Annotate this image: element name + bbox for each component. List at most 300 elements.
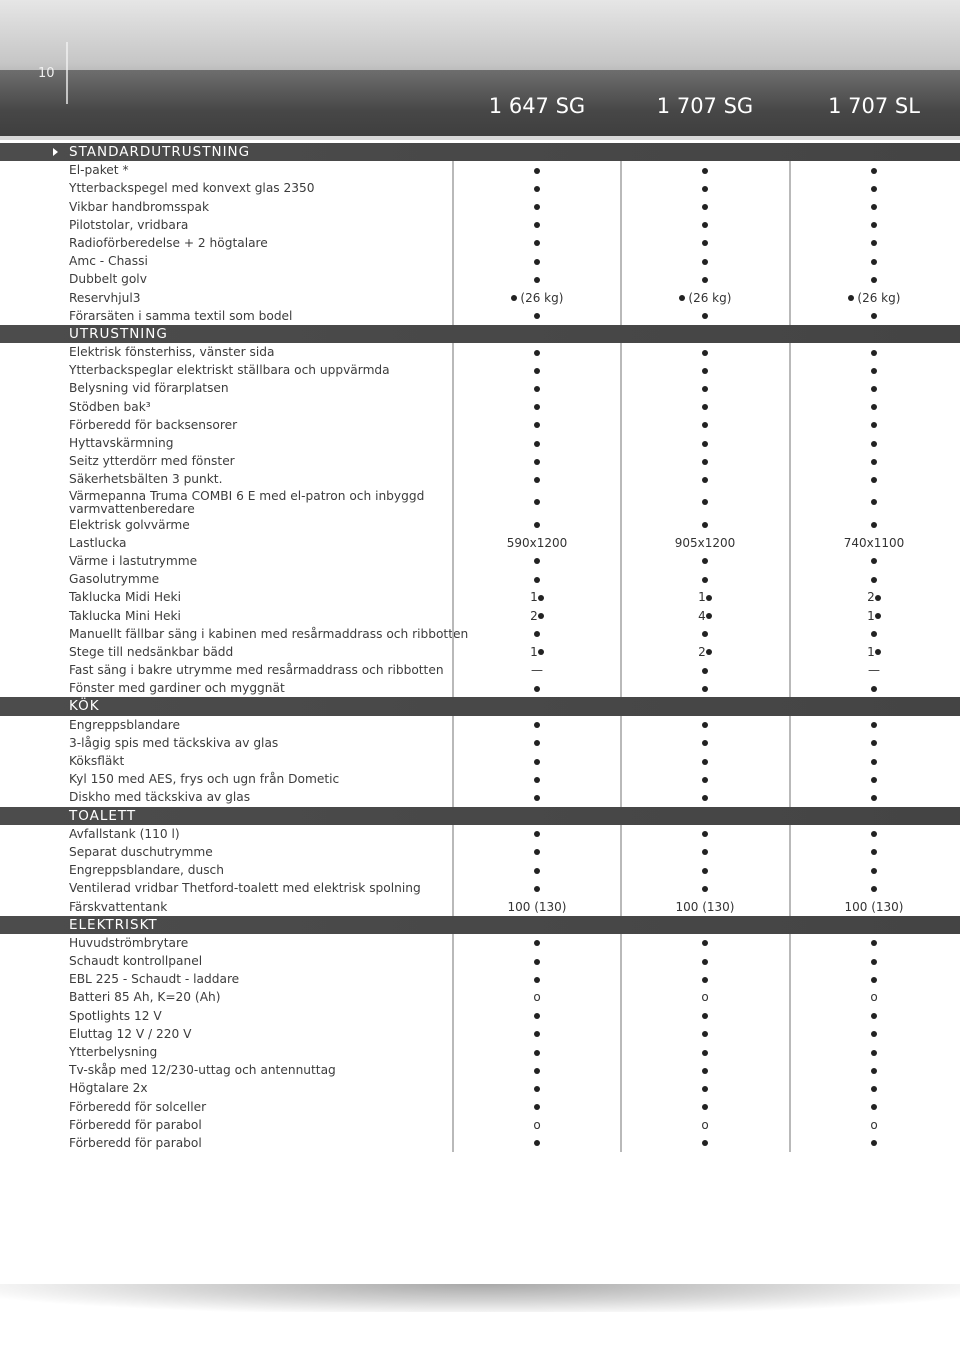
bullet-icon (534, 222, 540, 228)
row-value (620, 752, 788, 770)
bullet-icon (534, 259, 540, 265)
section-title: ELEKTRISKT (69, 916, 158, 933)
row-value (620, 788, 788, 806)
table-row (0, 161, 960, 179)
bullet-icon (702, 404, 708, 410)
bullet-icon (534, 422, 540, 428)
row-value (789, 198, 957, 216)
row-value (452, 552, 620, 570)
row-value (620, 825, 788, 843)
row-value (620, 1134, 788, 1152)
row-value (452, 952, 620, 970)
bullet-icon (534, 849, 540, 855)
table-row (0, 898, 960, 916)
bullet-icon (871, 368, 877, 374)
bullet-icon (511, 295, 517, 301)
bullet-icon (871, 422, 877, 428)
footer-shadow (0, 1284, 960, 1312)
table-row (0, 434, 960, 452)
table-row (0, 607, 960, 625)
table-row (0, 825, 960, 843)
bullet-icon (702, 631, 708, 637)
row-value: 100 (130) (452, 898, 620, 916)
row-value (620, 343, 788, 361)
model-title-1707-sg: 1 707 SG (656, 94, 754, 118)
table-row (0, 1079, 960, 1097)
row-value (452, 161, 620, 179)
table-row (0, 734, 960, 752)
bullet-icon (702, 522, 708, 528)
row-value: o (620, 988, 788, 1006)
row-label: Tv-skåp med 12/230-uttag och antennuttag (69, 1063, 336, 1078)
bullet-icon (702, 204, 708, 210)
row-value (452, 398, 620, 416)
bullet-icon (871, 277, 877, 283)
row-label: Ytterbelysning (69, 1045, 158, 1059)
row-value: 4 (620, 607, 788, 625)
bullet-icon (702, 499, 708, 505)
row-value (452, 234, 620, 252)
bullet-icon (702, 868, 708, 874)
row-label: Elektrisk golvvärme (69, 517, 190, 532)
row-value: o (452, 1116, 620, 1134)
row-value (620, 198, 788, 216)
bullet-icon (702, 222, 708, 228)
row-value (789, 552, 957, 570)
bullet-icon (871, 759, 877, 765)
row-value: 1 (452, 588, 620, 606)
row-value (452, 679, 620, 697)
row-label: EBL 225 - Schaudt - laddare (69, 972, 240, 987)
row-value (789, 1079, 957, 1097)
row-value (789, 179, 957, 197)
row-value: 1 (789, 643, 957, 661)
row-value (789, 770, 957, 788)
row-value (789, 270, 957, 288)
row-value: (26 kg) (452, 289, 620, 307)
bullet-icon (871, 959, 877, 965)
bullet-icon (702, 1050, 708, 1056)
row-value (620, 679, 788, 697)
bullet-icon (871, 477, 877, 483)
bullet-icon (702, 722, 708, 728)
table-row (0, 752, 960, 770)
bullet-icon (702, 849, 708, 855)
equipment-table (0, 143, 960, 1152)
bullet-icon (871, 722, 877, 728)
bullet-icon (871, 740, 877, 746)
table-row (0, 416, 960, 434)
row-value (452, 1098, 620, 1116)
bullet-icon (871, 686, 877, 692)
row-value (452, 198, 620, 216)
section-title: UTRUSTNING (69, 325, 168, 342)
row-label: Fönster med gardiner och myggnät (69, 681, 285, 696)
section-title: KÖK (69, 698, 100, 715)
table-row (0, 788, 960, 806)
row-label: Taklucka Mini Heki (69, 608, 181, 623)
bullet-icon (534, 977, 540, 983)
row-value (452, 970, 620, 988)
bullet-icon (538, 595, 544, 601)
row-value (620, 934, 788, 952)
bullet-icon (871, 1031, 877, 1037)
table-row (0, 716, 960, 734)
row-value (452, 343, 620, 361)
bullet-icon (534, 1104, 540, 1110)
bullet-icon (702, 777, 708, 783)
bullet-icon (702, 1013, 708, 1019)
row-label: Förarsäten i samma textil som bodel (69, 308, 293, 323)
bullet-icon (702, 259, 708, 265)
row-value (452, 734, 620, 752)
table-row (0, 534, 960, 552)
bullet-icon (871, 499, 877, 505)
section-header (0, 325, 960, 343)
bullet-icon (534, 499, 540, 505)
row-value (620, 216, 788, 234)
bullet-icon (702, 1140, 708, 1146)
row-label: Eluttag 12 V / 220 V (69, 1026, 192, 1041)
row-label: Ytterbackspeglar elektriskt ställbara och uppvärmda (69, 363, 390, 378)
bullet-icon (702, 959, 708, 965)
bullet-icon (534, 386, 540, 392)
table-row (0, 1134, 960, 1152)
row-label: Taklucka Midi Heki (69, 590, 181, 605)
row-value (789, 416, 957, 434)
row-label: Avfallstank (110 l) (69, 826, 180, 841)
row-value (620, 843, 788, 861)
bullet-icon (534, 740, 540, 746)
bullet-icon (702, 795, 708, 801)
row-label: Spotlights 12 V (69, 1008, 162, 1023)
bullet-icon (702, 168, 708, 174)
bullet-icon (702, 740, 708, 746)
row-label: Kyl 150 med AES, frys och ugn från Dometic (69, 772, 340, 787)
table-row (0, 679, 960, 697)
bullet-icon (706, 649, 712, 655)
bullet-icon (702, 240, 708, 246)
bullet-icon (871, 868, 877, 874)
row-value (789, 489, 957, 516)
row-value (452, 179, 620, 197)
row-value (789, 361, 957, 379)
bullet-icon (871, 1068, 877, 1074)
bullet-icon (871, 386, 877, 392)
row-value (452, 252, 620, 270)
bullet-icon (702, 1031, 708, 1037)
table-row (0, 379, 960, 397)
table-row (0, 361, 960, 379)
row-value: 1 (789, 607, 957, 625)
row-value (452, 716, 620, 734)
bullet-icon (871, 831, 877, 837)
bullet-icon (871, 459, 877, 465)
row-value (452, 1061, 620, 1079)
row-value (789, 452, 957, 470)
bullet-icon (534, 277, 540, 283)
bullet-icon (702, 459, 708, 465)
bullet-icon (702, 577, 708, 583)
row-value: 1 (620, 588, 788, 606)
bullet-icon (534, 1013, 540, 1019)
row-label: Färskvattentank (69, 899, 168, 914)
row-value: 100 (130) (620, 898, 788, 916)
table-row (0, 861, 960, 879)
row-value (620, 625, 788, 643)
row-value (789, 234, 957, 252)
row-value (620, 416, 788, 434)
row-value (789, 434, 957, 452)
row-value (620, 861, 788, 879)
bullet-icon (702, 558, 708, 564)
row-label: Huvudströmbrytare (69, 935, 189, 950)
table-row (0, 879, 960, 897)
page-number: 10 (38, 66, 55, 81)
row-value (452, 379, 620, 397)
row-value: o (789, 1116, 957, 1134)
row-label: Förberedd för solceller (69, 1099, 207, 1114)
bullet-icon (871, 1104, 877, 1110)
table-row (0, 552, 960, 570)
table-row (0, 1098, 960, 1116)
table-row (0, 952, 960, 970)
bullet-icon (534, 1086, 540, 1092)
row-value (452, 470, 620, 488)
row-label: Gasolutrymme (69, 572, 160, 587)
row-label: Separat duschutrymme (69, 844, 213, 859)
bullet-icon (702, 313, 708, 319)
row-value (620, 234, 788, 252)
bullet-icon (871, 1050, 877, 1056)
row-label: Hyttavskärmning (69, 436, 174, 450)
section-header (0, 697, 960, 715)
table-row (0, 489, 960, 516)
table-row (0, 1061, 960, 1079)
row-label: Pilotstolar, vridbara (69, 217, 189, 232)
row-value (620, 952, 788, 970)
bullet-icon (871, 186, 877, 192)
row-label: Högtalare 2x (69, 1081, 148, 1096)
bullet-icon (538, 649, 544, 655)
row-label: Elektrisk fönsterhiss, vänster sida (69, 345, 275, 360)
row-value (452, 1025, 620, 1043)
row-value (620, 1061, 788, 1079)
row-value (620, 879, 788, 897)
model-title-1707-sl: 1 707 SL (828, 94, 920, 118)
row-value (620, 1079, 788, 1097)
bullet-icon (875, 595, 881, 601)
bullet-icon (534, 477, 540, 483)
bullet-icon (702, 668, 708, 674)
table-row (0, 470, 960, 488)
bullet-icon (848, 295, 854, 301)
row-value (789, 679, 957, 697)
section-title: TOALETT (69, 807, 137, 824)
table-row (0, 252, 960, 270)
row-value (620, 661, 788, 679)
row-value (452, 770, 620, 788)
row-value: — (789, 661, 957, 679)
row-value (452, 788, 620, 806)
row-label: Seitz ytterdörr med fönster (69, 454, 235, 469)
row-label: Manuellt fällbar säng i kabinen med resårmaddrass och ribbotten (69, 626, 469, 641)
row-value (789, 1134, 957, 1152)
row-value (789, 470, 957, 488)
row-value (452, 843, 620, 861)
bullet-icon (534, 168, 540, 174)
row-value (452, 434, 620, 452)
row-value (620, 379, 788, 397)
row-value (452, 879, 620, 897)
row-value (789, 1061, 957, 1079)
bullet-icon (702, 368, 708, 374)
row-value (620, 516, 788, 534)
row-value: 905x1200 (620, 534, 788, 552)
table-row (0, 216, 960, 234)
bullet-icon (534, 1068, 540, 1074)
bullet-icon (702, 1068, 708, 1074)
bullet-icon (534, 886, 540, 892)
row-value (789, 788, 957, 806)
bullet-icon (534, 240, 540, 246)
row-value (789, 952, 957, 970)
table-row (0, 843, 960, 861)
row-value (789, 307, 957, 325)
row-value (620, 1007, 788, 1025)
table-row (0, 343, 960, 361)
bullet-icon (534, 831, 540, 837)
table-row (0, 198, 960, 216)
bullet-icon (534, 722, 540, 728)
model-title-1647-sg: 1 647 SG (488, 94, 586, 118)
row-value: 1 (452, 643, 620, 661)
bullet-icon (679, 295, 685, 301)
row-label: Förberedd för parabol (69, 1135, 202, 1150)
row-value (620, 552, 788, 570)
table-row (0, 234, 960, 252)
bullet-icon (871, 558, 877, 564)
table-row (0, 452, 960, 470)
bullet-icon (871, 777, 877, 783)
bullet-icon (702, 686, 708, 692)
bullet-icon (871, 1013, 877, 1019)
row-label: Värme i lastutrymme (69, 553, 198, 568)
table-row (0, 179, 960, 197)
row-label: Värmepanna Truma COMBI 6 E med el-patron och inbyggd varmvattenberedare (69, 488, 425, 516)
row-value (620, 161, 788, 179)
bullet-icon (534, 522, 540, 528)
row-value (452, 270, 620, 288)
row-value (620, 570, 788, 588)
row-value (620, 970, 788, 988)
row-label: Dubbelt golv (69, 272, 147, 287)
row-value (452, 361, 620, 379)
bullet-icon (534, 795, 540, 801)
row-value (620, 734, 788, 752)
row-label: Köksfläkt (69, 754, 125, 768)
table-row (0, 1116, 960, 1134)
row-label: Ytterbackspegel med konvext glas 2350 (69, 181, 315, 196)
row-value (452, 861, 620, 879)
row-label: Radioförberedelse + 2 högtalare (69, 235, 268, 250)
row-label: Amc - Chassi (69, 254, 148, 269)
bullet-icon (871, 795, 877, 801)
row-value (620, 270, 788, 288)
row-label: El-paket * (69, 163, 129, 178)
bullet-icon (702, 1086, 708, 1092)
row-value (452, 934, 620, 952)
row-label: Reservhjul3 (69, 290, 141, 305)
row-label: Fast säng i bakre utrymme med resårmaddrass och ribbotten (69, 663, 444, 678)
table-row (0, 934, 960, 952)
bullet-icon (534, 1140, 540, 1146)
table-row (0, 398, 960, 416)
bullet-icon (702, 441, 708, 447)
bullet-icon (871, 522, 877, 528)
bullet-icon (534, 350, 540, 356)
bullet-icon (702, 977, 708, 983)
section-title: STANDARDUTRUSTNING (69, 144, 251, 160)
row-value (620, 252, 788, 270)
row-value (789, 734, 957, 752)
row-value (620, 1025, 788, 1043)
bullet-icon (871, 222, 877, 228)
bullet-icon (534, 558, 540, 564)
bullet-icon (702, 886, 708, 892)
bullet-icon (871, 849, 877, 855)
table-row (0, 770, 960, 788)
bullet-icon (534, 577, 540, 583)
row-value (452, 416, 620, 434)
row-value (452, 452, 620, 470)
row-value (620, 470, 788, 488)
row-value: o (452, 988, 620, 1006)
bullet-icon (706, 613, 712, 619)
row-value: (26 kg) (620, 289, 788, 307)
row-value (620, 361, 788, 379)
bullet-icon (706, 595, 712, 601)
header-divider (66, 42, 68, 104)
bullet-icon (702, 186, 708, 192)
bullet-icon (702, 1104, 708, 1110)
table-row (0, 289, 960, 307)
row-value (789, 161, 957, 179)
table-row (0, 1025, 960, 1043)
row-value: 2 (620, 643, 788, 661)
row-value: 740x1100 (789, 534, 957, 552)
bullet-icon (871, 240, 877, 246)
row-value (620, 307, 788, 325)
row-value (620, 770, 788, 788)
row-value (789, 1043, 957, 1061)
bullet-icon (871, 886, 877, 892)
table-row (0, 307, 960, 325)
row-value (789, 625, 957, 643)
table-row (0, 625, 960, 643)
row-label: Belysning vid förarplatsen (69, 381, 229, 396)
bullet-icon (534, 186, 540, 192)
row-value: o (620, 1116, 788, 1134)
section-header (0, 143, 960, 161)
row-value: (26 kg) (789, 289, 957, 307)
bullet-icon (534, 868, 540, 874)
bullet-icon (702, 831, 708, 837)
table-row (0, 270, 960, 288)
bullet-icon (534, 759, 540, 765)
row-value (620, 179, 788, 197)
section-arrow-icon (53, 148, 58, 156)
